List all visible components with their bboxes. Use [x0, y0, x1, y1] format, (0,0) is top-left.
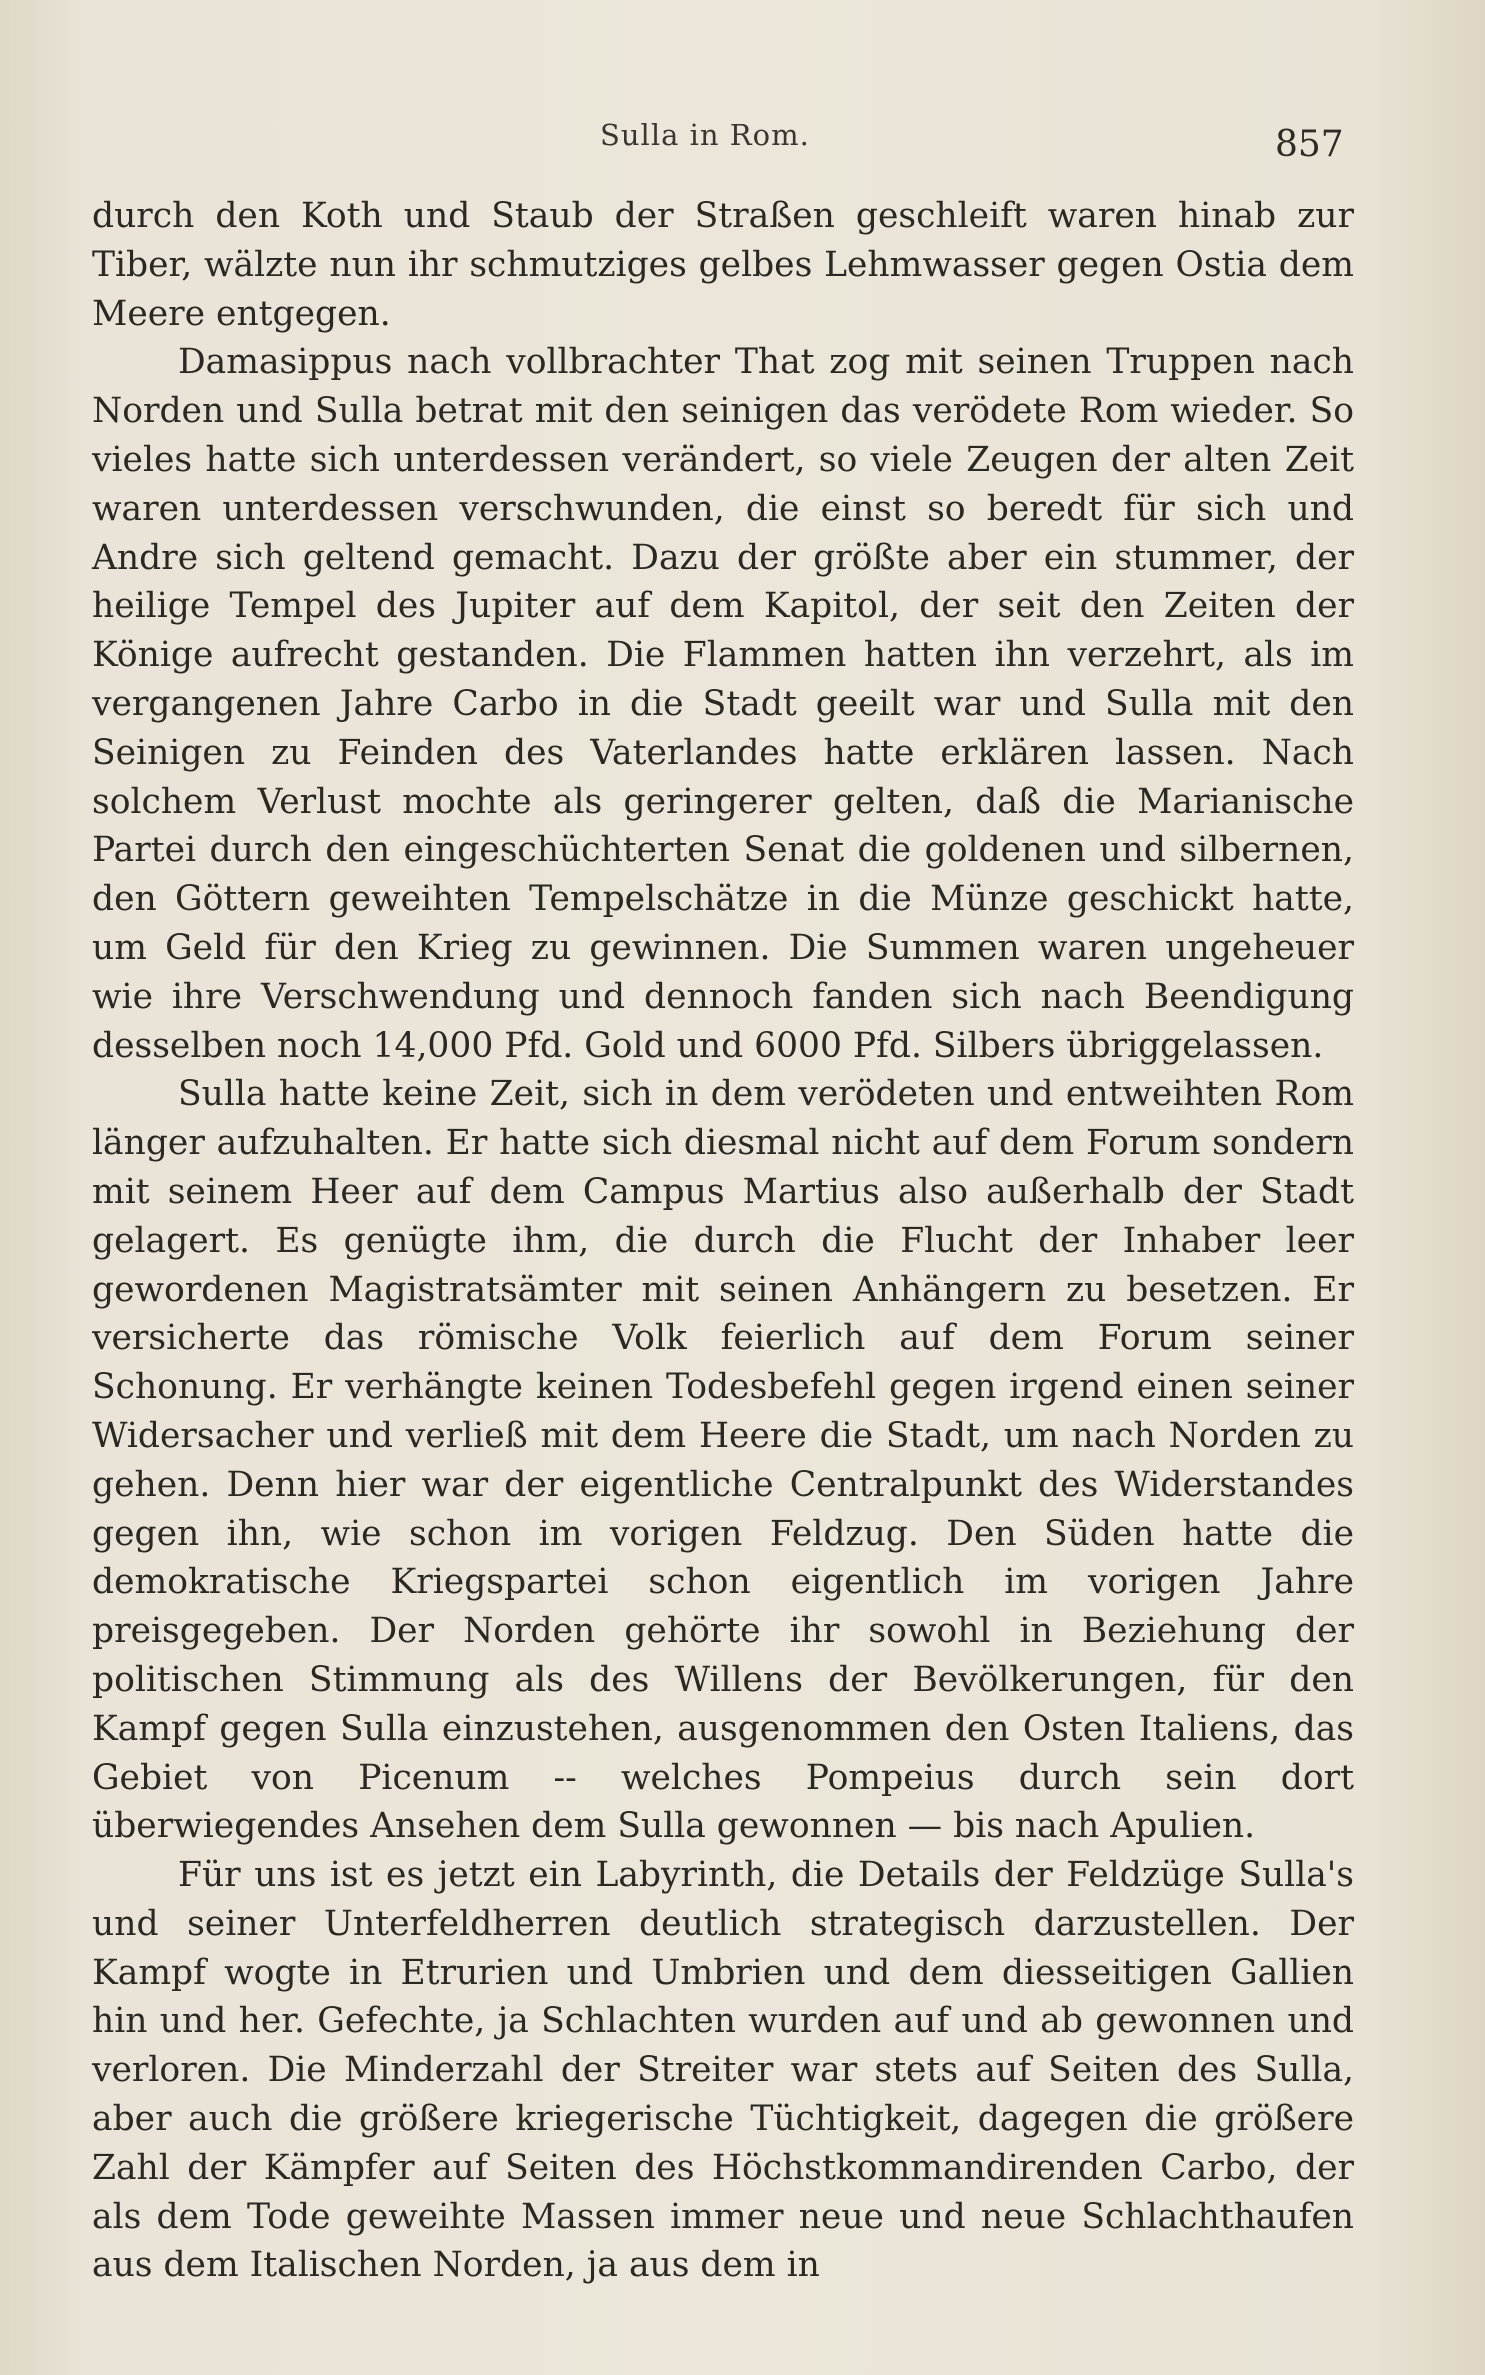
- paragraph-continuation: durch den Koth und Staub der Straßen geschleift waren hinab zur Tiber, wälzte nun ihr schmutziges gelbes Lehmwasser gegen Ostia dem Meere entgegen.: [92, 196, 1354, 334]
- paragraph-campaigns: Für uns ist es jetzt ein Labyrinth, die Details der Feldzüge Sulla's und seiner Unterfeldherren deutlich strategisch darzustellen. Der Kampf wogte in Etrurien und Umbrien und dem diesseitigen Gallien hin und her. Gefechte, ja Schlachten wurden auf und ab gewonnen und verloren. Die Minderzahl der Streiter war stets auf Seiten des Sulla, aber auch die größere kriegerische Tüchtigkeit, dagegen die größere Zahl der Kämpfer auf Seiten des Höchstkommandirenden Carbo, der als dem Tode geweihte Massen immer neue und neue Schlachthaufen aus dem Italischen Norden, ja aus dem in: [92, 1855, 1354, 2286]
- paragraph-sulla-leaves-rome: Sulla hatte keine Zeit, sich in dem verödeten und entweihten Rom länger aufzuhalten. Er hatte sich diesmal nicht auf dem Forum sondern mit seinem Heer auf dem Campus Martius also außerhalb der Stadt gelagert. Es genügte ihm, die durch die Flucht der Inhaber leer gewordenen Magistratsämter mit seinen Anhängern zu besetzen. Er versicherte das römische Volk feierlich auf dem Forum seiner Schonung. Er verhängte keinen Todesbefehl gegen irgend einen seiner Widersacher und verließ mit dem Heere die Stadt, um nach Norden zu gehen. Denn hier war der eigentliche Centralpunkt des Widerstandes gegen ihn, wie schon im vorigen Feldzug. Den Süden hatte die demokratische Kriegspartei schon eigentlich im vorigen Jahre preisgegeben. Der Norden gehörte ihr sowohl in Beziehung der politischen Stimmung als des Willens der Bevölkerungen, für den Kampf gegen Sulla einzustehen, ausgenommen den Osten Italiens, das Gebiet von Picenum -- welches Pompeius durch sein dort überwiegendes Ansehen dem Sulla gewonnen — bis nach Apulien.: [92, 1074, 1354, 1847]
- body-text: [92, 192, 1354, 2290]
- running-head: [0, 110, 1485, 165]
- running-title: Sulla in Rom.: [600, 118, 810, 152]
- paragraph-damasippus: Damasippus nach vollbrachter That zog mit seinen Truppen nach Norden und Sulla betrat mit den seinigen das verödete Rom wieder. So vieles hatte sich unterdessen verändert, so viele Zeugen der alten Zeit waren unterdessen verschwunden, die einst so beredt für sich und Andre sich geltend gemacht. Dazu der größte aber ein stummer, der heilige Tempel des Jupiter auf dem Kapitol, der seit den Zeiten der Könige aufrecht gestanden. Die Flammen hatten ihn verzehrt, als im vergangenen Jahre Carbo in die Stadt geeilt war und Sulla mit den Seinigen zu Feinden des Vaterlandes hatte erklären lassen. Nach solchem Verlust mochte als geringerer gelten, daß die Marianische Partei durch den eingeschüchterten Senat die goldenen und silbernen, den Göttern geweihten Tempelschätze in die Münze geschickt hatte, um Geld für den Krieg zu gewinnen. Die Summen waren ungeheuer wie ihre Verschwendung und dennoch fanden sich nach Beendigung desselben noch 14,000 Pfd. Gold und 6000 Pfd. Silbers übriggelassen.: [92, 342, 1354, 1066]
- page-number: 857: [1275, 124, 1344, 165]
